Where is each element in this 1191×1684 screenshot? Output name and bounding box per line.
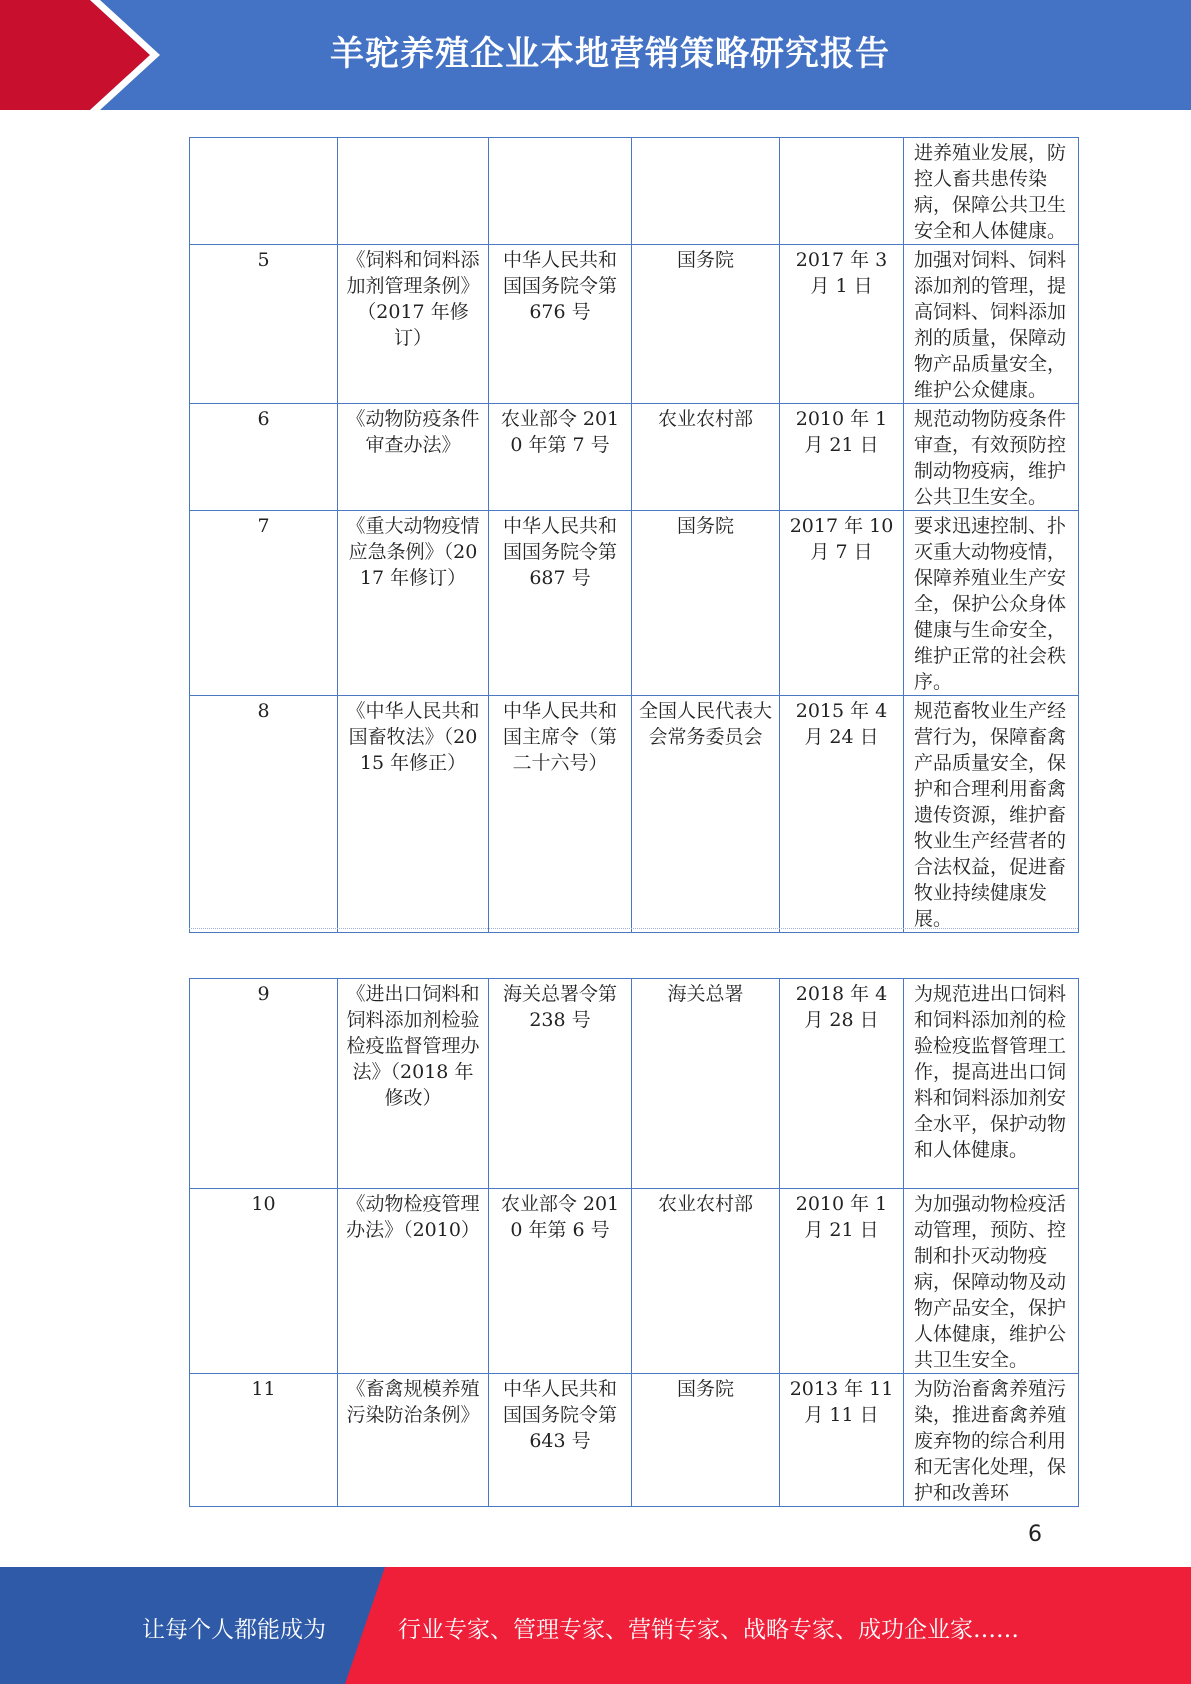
regulation-purpose: 为加强动物检疫活动管理，预防、控制和扑灭动物疫病，保障动物及动物产品安全，保护人体健康，维护公共卫生安全。 (904, 1189, 1079, 1374)
row-number: 11 (190, 1374, 338, 1507)
row-number: 9 (190, 979, 338, 1189)
issuing-authority: 国务院 (632, 511, 780, 696)
effective-date (780, 138, 904, 245)
issuing-authority: 国务院 (632, 245, 780, 404)
regulation-purpose: 规范畜牧业生产经营行为，保障畜禽产品质量安全，保护和合理利用畜禽遗传资源，维护畜牧业生产经营者的合法权益，促进畜牧业持续健康发展。 (904, 696, 1079, 933)
regulation-name: 《动物防疫条件审查办法》 (338, 404, 489, 511)
regulation-name: 《畜禽规模养殖污染防治条例》 (338, 1374, 489, 1507)
regulation-name: 《重大动物疫情应急条例》（2017 年修订） (338, 511, 489, 696)
regulation-name: 《中华人民共和国畜牧法》（2015 年修正） (338, 696, 489, 933)
document-number: 农业部令 2010 年第 6 号 (489, 1189, 632, 1374)
regulation-name: 《进出口饲料和饲料添加剂检验检疫监督管理办法》（2018 年修改） (338, 979, 489, 1189)
table-row (190, 138, 1079, 245)
table-row (190, 404, 1079, 511)
row-number: 10 (190, 1189, 338, 1374)
table-row (190, 1189, 1079, 1374)
regulation-name: 《饲料和饲料添加剂管理条例》（2017 年修订） (338, 245, 489, 404)
effective-date: 2017 年 10 月 7 日 (780, 511, 904, 696)
table-row (190, 979, 1079, 1189)
effective-date: 2010 年 1 月 21 日 (780, 404, 904, 511)
regulation-purpose: 为防治畜禽养殖污染，推进畜禽养殖废弃物的综合利用和无害化处理，保护和改善环 (904, 1374, 1079, 1507)
footer-slogan-right: 行业专家、管理专家、营销专家、战略专家、成功企业家…… (398, 1617, 1019, 1643)
table-row (190, 511, 1079, 696)
footer-slogan-left: 让每个人都能成为 (142, 1617, 326, 1643)
effective-date: 2018 年 4 月 28 日 (780, 979, 904, 1189)
table-page-break (189, 928, 1078, 933)
document-number (489, 138, 632, 245)
regulation-name: 《动物检疫管理办法》（2010） (338, 1189, 489, 1374)
row-number: 8 (190, 696, 338, 933)
effective-date: 2017 年 3 月 1 日 (780, 245, 904, 404)
document-number: 农业部令 2010 年第 7 号 (489, 404, 632, 511)
document-number: 中华人民共和国国务院令第 676 号 (489, 245, 632, 404)
regulation-table-top (189, 137, 1079, 933)
issuing-authority (632, 138, 780, 245)
regulation-purpose: 要求迅速控制、扑灭重大动物疫情，保障养殖业生产安全，保护公众身体健康与生命安全，维护正常的社会秩序。 (904, 511, 1079, 696)
row-number (190, 138, 338, 245)
table-row (190, 1374, 1079, 1507)
table-row (190, 696, 1079, 933)
issuing-authority: 农业农村部 (632, 404, 780, 511)
effective-date: 2010 年 1 月 21 日 (780, 1189, 904, 1374)
regulation-name (338, 138, 489, 245)
issuing-authority: 海关总署 (632, 979, 780, 1189)
issuing-authority: 国务院 (632, 1374, 780, 1507)
page-number: 6 (1028, 1522, 1042, 1547)
row-number: 6 (190, 404, 338, 511)
regulation-table-bottom (189, 978, 1079, 1507)
regulation-purpose: 规范动物防疫条件审查，有效预防控制动物疫病，维护公共卫生安全。 (904, 404, 1079, 511)
effective-date: 2013 年 11 月 11 日 (780, 1374, 904, 1507)
row-number: 5 (190, 245, 338, 404)
regulation-purpose: 为规范进出口饲料和饲料添加剂的检验检疫监督管理工作，提高进出口饲料和饲料添加剂安全水平，保护动物和人体健康。 (904, 979, 1079, 1189)
table-row (190, 245, 1079, 404)
regulation-purpose: 加强对饲料、饲料添加剂的管理，提高饲料、饲料添加剂的质量，保障动物产品质量安全，维护公众健康。 (904, 245, 1079, 404)
document-number: 中华人民共和国国务院令第 687 号 (489, 511, 632, 696)
document-number: 海关总署令第 238 号 (489, 979, 632, 1189)
row-number: 7 (190, 511, 338, 696)
regulation-purpose: 进养殖业发展，防控人畜共患传染病，保障公共卫生安全和人体健康。 (904, 138, 1079, 245)
effective-date: 2015 年 4 月 24 日 (780, 696, 904, 933)
issuing-authority: 农业农村部 (632, 1189, 780, 1374)
page-title: 羊驼养殖企业本地营销策略研究报告 (330, 34, 890, 74)
issuing-authority: 全国人民代表大会常务委员会 (632, 696, 780, 933)
document-number: 中华人民共和国主席令（第二十六号） (489, 696, 632, 933)
document-number: 中华人民共和国国务院令第 643 号 (489, 1374, 632, 1507)
